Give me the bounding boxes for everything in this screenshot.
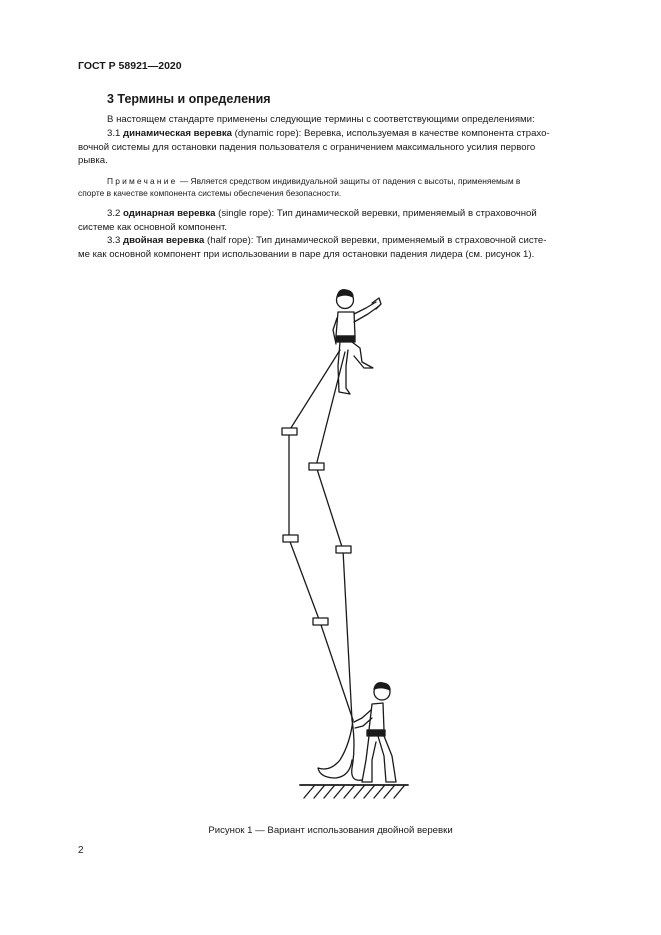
- term-3-2-english: (single rope):: [218, 208, 275, 219]
- quickdraw-b1: [309, 463, 324, 470]
- term-3-3-number: 3.3: [107, 235, 121, 246]
- term-3-2-definition-1: Тип динамической веревки, применяемый в страховочной: [276, 208, 537, 219]
- document-code: ГОСТ Р 58921—2020: [78, 60, 182, 72]
- belayer: [318, 683, 396, 782]
- term-3-1-term: динамическая веревка: [123, 128, 232, 139]
- leader-climber: [333, 290, 381, 394]
- term-3-1-number: 3.1: [107, 128, 121, 139]
- page-number: 2: [78, 845, 84, 856]
- section-title: 3 Термины и определения: [107, 92, 271, 106]
- term-3-1-definition-2: вочной системы для остановки падения пользователя с ограничением максимального усилия первого: [78, 141, 536, 153]
- term-3-1-english: (dynamic rope):: [234, 128, 302, 139]
- term-3-1-definition-1: Веревка, используемая в качестве компонента страхо-: [303, 128, 550, 139]
- note-text-2: спорте в качестве компонента системы обеспечения безопасности.: [78, 188, 342, 198]
- term-3-2-term: одинарная веревка: [123, 208, 216, 219]
- term-3-2-number: 3.2: [107, 208, 121, 219]
- quickdraw-a2: [283, 535, 298, 542]
- figure-caption: Рисунок 1 — Вариант использования двойной веревки: [208, 825, 453, 836]
- quickdraw-a3: [313, 618, 328, 625]
- quickdraw-b2: [336, 546, 351, 553]
- ground: [300, 785, 408, 798]
- term-3-1-definition-3: рывка.: [78, 155, 108, 166]
- quickdraw-a1: [282, 428, 297, 435]
- term-3-3-term: двойная веревка: [123, 235, 205, 246]
- term-3-3-definition-2: ме как основной компонент при использовании в паре для остановки падения лидера (см. рисунок 1).: [78, 248, 535, 260]
- term-3-3-definition-1: Тип динамической веревки, применяемый в страховочной систе-: [256, 235, 547, 246]
- term-3-3-english: (half rope):: [207, 235, 254, 246]
- note-label: Примечание: [107, 176, 178, 186]
- intro-text: В настоящем стандарте применены следующие термины с соответствующими определениями:: [107, 114, 535, 125]
- term-3-2-definition-2: системе как основной компонент.: [78, 221, 227, 233]
- note-text-1: — Является средством индивидуальной защиты от падения с высоты, применяемым в: [179, 176, 521, 186]
